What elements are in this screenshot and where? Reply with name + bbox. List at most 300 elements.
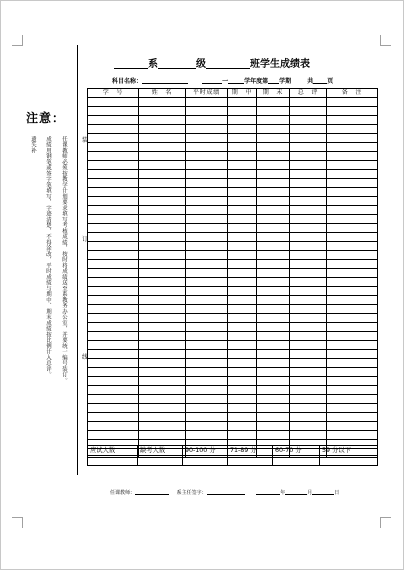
table-cell[interactable] — [88, 377, 139, 386]
table-cell[interactable] — [290, 197, 327, 206]
table-cell[interactable] — [257, 215, 290, 224]
table-cell[interactable] — [257, 224, 290, 233]
table-cell[interactable] — [139, 350, 186, 359]
table-cell[interactable] — [88, 368, 139, 377]
table-cell[interactable] — [139, 332, 186, 341]
table-cell[interactable] — [139, 377, 186, 386]
table-cell[interactable] — [186, 152, 228, 161]
stats-cell[interactable] — [138, 456, 183, 466]
table-cell[interactable] — [257, 314, 290, 323]
table-row — [88, 377, 378, 386]
table-cell[interactable] — [186, 233, 228, 242]
table-cell[interactable] — [327, 134, 378, 143]
table-cell[interactable] — [327, 359, 378, 368]
table-cell[interactable] — [88, 188, 139, 197]
table-cell[interactable] — [290, 395, 327, 404]
table-row — [88, 143, 378, 152]
table-cell[interactable] — [290, 314, 327, 323]
table-cell[interactable] — [139, 404, 186, 413]
table-cell[interactable] — [327, 287, 378, 296]
table-cell[interactable] — [257, 341, 290, 350]
table-cell[interactable] — [257, 332, 290, 341]
table-cell[interactable] — [88, 404, 139, 413]
table-cell[interactable] — [290, 332, 327, 341]
table-cell[interactable] — [186, 368, 228, 377]
table-cell[interactable] — [327, 341, 378, 350]
table-cell[interactable] — [228, 179, 257, 188]
table-cell[interactable] — [290, 215, 327, 224]
table-cell[interactable] — [257, 233, 290, 242]
table-cell[interactable] — [257, 422, 290, 431]
table-cell[interactable] — [290, 206, 327, 215]
table-cell[interactable] — [290, 116, 327, 125]
table-cell[interactable] — [228, 152, 257, 161]
table-cell[interactable] — [228, 413, 257, 422]
table-cell[interactable] — [88, 143, 139, 152]
table-cell[interactable] — [290, 269, 327, 278]
table-cell[interactable] — [228, 116, 257, 125]
table-cell[interactable] — [139, 206, 186, 215]
table-cell[interactable] — [228, 278, 257, 287]
table-cell[interactable] — [327, 278, 378, 287]
table-cell[interactable] — [290, 170, 327, 179]
table-cell[interactable] — [327, 260, 378, 269]
table-cell[interactable] — [327, 350, 378, 359]
stats-90-100: 90-100 分 — [183, 446, 228, 456]
table-cell[interactable] — [186, 287, 228, 296]
table-cell[interactable] — [88, 224, 139, 233]
table-cell[interactable] — [88, 233, 139, 242]
table-cell[interactable] — [186, 107, 228, 116]
table-cell[interactable] — [327, 98, 378, 107]
table-cell[interactable] — [290, 368, 327, 377]
table-cell[interactable] — [228, 260, 257, 269]
table-cell[interactable] — [186, 314, 228, 323]
table-cell[interactable] — [88, 296, 139, 305]
table-cell[interactable] — [139, 116, 186, 125]
table-cell[interactable] — [290, 251, 327, 260]
table-cell[interactable] — [327, 269, 378, 278]
table-cell[interactable] — [257, 305, 290, 314]
table-cell[interactable] — [139, 251, 186, 260]
head-blank[interactable] — [207, 489, 245, 495]
table-cell[interactable] — [139, 278, 186, 287]
table-cell[interactable] — [186, 260, 228, 269]
table-cell[interactable] — [228, 242, 257, 251]
day-blank[interactable] — [312, 489, 334, 495]
table-cell[interactable] — [88, 134, 139, 143]
table-cell[interactable] — [290, 134, 327, 143]
table-cell[interactable] — [327, 188, 378, 197]
table-cell[interactable] — [257, 350, 290, 359]
table-cell[interactable] — [186, 161, 228, 170]
table-cell[interactable] — [88, 125, 139, 134]
table-cell[interactable] — [257, 197, 290, 206]
table-cell[interactable] — [228, 296, 257, 305]
table-cell[interactable] — [257, 107, 290, 116]
table-cell[interactable] — [186, 116, 228, 125]
table-cell[interactable] — [186, 422, 228, 431]
table-cell[interactable] — [228, 143, 257, 152]
table-cell[interactable] — [88, 287, 139, 296]
table-cell[interactable] — [327, 224, 378, 233]
table-cell[interactable] — [257, 296, 290, 305]
year-end-blank[interactable] — [228, 77, 244, 84]
table-cell[interactable] — [88, 179, 139, 188]
table-cell[interactable] — [228, 368, 257, 377]
table-cell[interactable] — [257, 431, 290, 440]
table-cell[interactable] — [88, 422, 139, 431]
table-cell[interactable] — [139, 143, 186, 152]
binding-mark-zhuang: 装 — [82, 137, 89, 144]
table-cell[interactable] — [290, 386, 327, 395]
table-cell[interactable] — [257, 386, 290, 395]
table-cell[interactable] — [139, 386, 186, 395]
table-cell[interactable] — [327, 422, 378, 431]
table-cell[interactable] — [139, 161, 186, 170]
table-cell[interactable] — [257, 269, 290, 278]
table-cell[interactable] — [139, 260, 186, 269]
table-cell[interactable] — [228, 233, 257, 242]
table-cell[interactable] — [290, 323, 327, 332]
table-cell[interactable] — [228, 269, 257, 278]
table-cell[interactable] — [327, 215, 378, 224]
table-cell[interactable] — [186, 296, 228, 305]
table-cell[interactable] — [88, 323, 139, 332]
table-cell[interactable] — [139, 413, 186, 422]
table-cell[interactable] — [139, 179, 186, 188]
table-cell[interactable] — [139, 341, 186, 350]
table-cell[interactable] — [327, 116, 378, 125]
table-cell[interactable] — [327, 233, 378, 242]
table-cell[interactable] — [228, 188, 257, 197]
table-cell[interactable] — [186, 170, 228, 179]
table-cell[interactable] — [257, 260, 290, 269]
table-cell[interactable] — [327, 251, 378, 260]
table-cell[interactable] — [228, 305, 257, 314]
table-cell[interactable] — [139, 287, 186, 296]
table-cell[interactable] — [290, 224, 327, 233]
table-cell[interactable] — [139, 395, 186, 404]
table-cell[interactable] — [88, 359, 139, 368]
table-cell[interactable] — [228, 350, 257, 359]
table-cell[interactable] — [139, 305, 186, 314]
table-cell[interactable] — [88, 242, 139, 251]
header-student-id: 学 号 — [88, 89, 139, 98]
table-cell[interactable] — [139, 314, 186, 323]
table-cell[interactable] — [290, 350, 327, 359]
stats-cell[interactable] — [88, 456, 138, 466]
table-cell[interactable] — [257, 377, 290, 386]
table-cell[interactable] — [228, 287, 257, 296]
table-cell[interactable] — [88, 341, 139, 350]
table-cell[interactable] — [228, 215, 257, 224]
table-cell[interactable] — [327, 386, 378, 395]
table-cell[interactable] — [290, 161, 327, 170]
stats-attendance: 应试人数 — [88, 446, 138, 456]
table-cell[interactable] — [186, 305, 228, 314]
table-cell[interactable] — [327, 107, 378, 116]
table-cell[interactable] — [88, 314, 139, 323]
stats-cell[interactable] — [183, 456, 228, 466]
table-cell[interactable] — [139, 197, 186, 206]
table-cell[interactable] — [257, 125, 290, 134]
table-cell[interactable] — [186, 251, 228, 260]
table-cell[interactable] — [228, 323, 257, 332]
course-blank[interactable] — [142, 77, 188, 84]
stats-cell[interactable] — [273, 456, 320, 466]
table-cell[interactable] — [290, 359, 327, 368]
table-cell[interactable] — [139, 368, 186, 377]
table-cell[interactable] — [228, 107, 257, 116]
table-cell[interactable] — [327, 197, 378, 206]
table-cell[interactable] — [186, 413, 228, 422]
table-cell[interactable] — [88, 161, 139, 170]
table-cell[interactable] — [290, 152, 327, 161]
table-cell[interactable] — [257, 395, 290, 404]
table-cell[interactable] — [257, 323, 290, 332]
table-cell[interactable] — [290, 422, 327, 431]
table-cell[interactable] — [88, 305, 139, 314]
table-cell[interactable] — [257, 179, 290, 188]
table-cell[interactable] — [139, 242, 186, 251]
table-cell[interactable] — [186, 323, 228, 332]
table-cell[interactable] — [257, 413, 290, 422]
month-blank[interactable] — [285, 489, 307, 495]
day-label: 日 — [334, 490, 340, 496]
teacher-blank[interactable] — [135, 489, 169, 495]
table-cell[interactable] — [88, 386, 139, 395]
year-blank[interactable] — [256, 489, 280, 495]
table-cell[interactable] — [228, 251, 257, 260]
table-cell[interactable] — [139, 296, 186, 305]
table-cell[interactable] — [186, 143, 228, 152]
table-cell[interactable] — [257, 278, 290, 287]
table-cell[interactable] — [257, 188, 290, 197]
table-cell[interactable] — [139, 188, 186, 197]
table-cell[interactable] — [139, 107, 186, 116]
table-cell[interactable] — [327, 206, 378, 215]
table-cell[interactable] — [88, 431, 139, 440]
table-cell[interactable] — [186, 278, 228, 287]
table-cell[interactable] — [327, 332, 378, 341]
table-cell[interactable] — [257, 359, 290, 368]
table-row — [88, 287, 378, 296]
table-cell[interactable] — [290, 98, 327, 107]
table-cell[interactable] — [88, 278, 139, 287]
table-cell[interactable] — [228, 377, 257, 386]
table-cell[interactable] — [327, 170, 378, 179]
table-cell[interactable] — [257, 170, 290, 179]
table-cell[interactable] — [88, 413, 139, 422]
table-cell[interactable] — [139, 224, 186, 233]
table-cell[interactable] — [139, 152, 186, 161]
table-cell[interactable] — [186, 359, 228, 368]
table-cell[interactable] — [88, 251, 139, 260]
table-cell[interactable] — [88, 269, 139, 278]
table-cell[interactable] — [228, 359, 257, 368]
table-cell[interactable] — [327, 296, 378, 305]
table-cell[interactable] — [88, 107, 139, 116]
table-cell[interactable] — [257, 206, 290, 215]
table-cell[interactable] — [186, 404, 228, 413]
table-cell[interactable] — [228, 125, 257, 134]
table-cell[interactable] — [290, 404, 327, 413]
table-cell[interactable] — [88, 197, 139, 206]
table-cell[interactable] — [139, 431, 186, 440]
table-cell[interactable] — [228, 332, 257, 341]
table-cell[interactable] — [327, 152, 378, 161]
table-cell[interactable] — [257, 134, 290, 143]
table-cell[interactable] — [290, 287, 327, 296]
table-cell[interactable] — [327, 314, 378, 323]
table-cell[interactable] — [228, 224, 257, 233]
table-cell[interactable] — [228, 197, 257, 206]
table-cell[interactable] — [228, 98, 257, 107]
table-cell[interactable] — [290, 125, 327, 134]
table-cell[interactable] — [257, 242, 290, 251]
table-cell[interactable] — [228, 386, 257, 395]
table-cell[interactable] — [290, 377, 327, 386]
table-cell[interactable] — [139, 269, 186, 278]
table-cell[interactable] — [186, 350, 228, 359]
header-final: 期 末 — [257, 89, 290, 98]
table-cell[interactable] — [327, 161, 378, 170]
table-cell[interactable] — [186, 332, 228, 341]
table-cell[interactable] — [290, 233, 327, 242]
table-cell[interactable] — [88, 260, 139, 269]
table-cell[interactable] — [88, 332, 139, 341]
table-cell[interactable] — [290, 305, 327, 314]
table-cell[interactable] — [327, 404, 378, 413]
table-cell[interactable] — [186, 134, 228, 143]
table-cell[interactable] — [290, 341, 327, 350]
dept-blank[interactable] — [114, 57, 148, 69]
table-cell[interactable] — [88, 98, 139, 107]
table-cell[interactable] — [186, 431, 228, 440]
table-cell[interactable] — [88, 395, 139, 404]
table-cell[interactable] — [186, 377, 228, 386]
table-cell[interactable] — [228, 161, 257, 170]
table-cell[interactable] — [327, 125, 378, 134]
table-cell[interactable] — [139, 323, 186, 332]
table-cell[interactable] — [88, 170, 139, 179]
table-cell[interactable] — [139, 134, 186, 143]
table-cell[interactable] — [228, 431, 257, 440]
table-cell[interactable] — [186, 179, 228, 188]
table-cell[interactable] — [257, 98, 290, 107]
table-cell[interactable] — [228, 170, 257, 179]
table-row — [88, 368, 378, 377]
table-cell[interactable] — [290, 143, 327, 152]
table-cell[interactable] — [139, 125, 186, 134]
table-cell[interactable] — [139, 170, 186, 179]
stats-cell[interactable] — [320, 456, 378, 466]
table-cell[interactable] — [290, 107, 327, 116]
table-cell[interactable] — [88, 215, 139, 224]
table-cell[interactable] — [257, 251, 290, 260]
table-cell[interactable] — [327, 368, 378, 377]
grade-table-body — [88, 98, 378, 458]
table-cell[interactable] — [139, 98, 186, 107]
stats-cell[interactable] — [228, 456, 273, 466]
table-cell[interactable] — [327, 305, 378, 314]
table-cell[interactable] — [88, 116, 139, 125]
table-cell[interactable] — [257, 368, 290, 377]
table-cell[interactable] — [290, 260, 327, 269]
table-cell[interactable] — [257, 404, 290, 413]
table-cell[interactable] — [88, 206, 139, 215]
table-cell[interactable] — [290, 188, 327, 197]
table-cell[interactable] — [290, 296, 327, 305]
table-cell[interactable] — [186, 386, 228, 395]
year-start-blank[interactable] — [202, 77, 222, 84]
table-cell[interactable] — [186, 215, 228, 224]
table-row — [88, 179, 378, 188]
table-cell[interactable] — [257, 287, 290, 296]
table-cell[interactable] — [290, 242, 327, 251]
table-cell[interactable] — [257, 143, 290, 152]
table-cell[interactable] — [327, 413, 378, 422]
table-cell[interactable] — [290, 431, 327, 440]
table-cell[interactable] — [327, 143, 378, 152]
table-cell[interactable] — [290, 179, 327, 188]
table-cell[interactable] — [139, 233, 186, 242]
table-cell[interactable] — [228, 206, 257, 215]
table-cell[interactable] — [186, 269, 228, 278]
class-blank[interactable] — [206, 57, 250, 69]
table-cell[interactable] — [257, 152, 290, 161]
table-cell[interactable] — [228, 404, 257, 413]
table-cell[interactable] — [186, 125, 228, 134]
table-cell[interactable] — [228, 395, 257, 404]
table-cell[interactable] — [139, 359, 186, 368]
year-label: 年 — [280, 490, 286, 496]
table-cell[interactable] — [327, 323, 378, 332]
stats-value-row — [88, 456, 378, 466]
semester-blank[interactable] — [268, 77, 279, 84]
table-cell[interactable] — [228, 422, 257, 431]
table-cell[interactable] — [186, 395, 228, 404]
header-remarks: 备 注 — [327, 89, 378, 98]
table-cell[interactable] — [186, 341, 228, 350]
table-cell[interactable] — [327, 179, 378, 188]
table-cell[interactable] — [327, 395, 378, 404]
table-cell[interactable] — [228, 134, 257, 143]
table-cell[interactable] — [186, 188, 228, 197]
table-cell[interactable] — [257, 116, 290, 125]
table-cell[interactable] — [186, 98, 228, 107]
table-cell[interactable] — [139, 422, 186, 431]
table-cell[interactable] — [88, 350, 139, 359]
table-cell[interactable] — [257, 161, 290, 170]
table-cell[interactable] — [88, 152, 139, 161]
table-cell[interactable] — [290, 278, 327, 287]
table-cell[interactable] — [327, 377, 378, 386]
table-cell[interactable] — [186, 242, 228, 251]
table-cell[interactable] — [228, 314, 257, 323]
grade-blank[interactable] — [158, 57, 196, 69]
pages-blank[interactable] — [313, 77, 327, 84]
table-cell[interactable] — [186, 197, 228, 206]
table-cell[interactable] — [327, 431, 378, 440]
table-cell[interactable] — [228, 341, 257, 350]
table-cell[interactable] — [139, 215, 186, 224]
table-cell[interactable] — [290, 413, 327, 422]
table-cell[interactable] — [186, 224, 228, 233]
table-cell[interactable] — [186, 206, 228, 215]
table-cell[interactable] — [327, 242, 378, 251]
